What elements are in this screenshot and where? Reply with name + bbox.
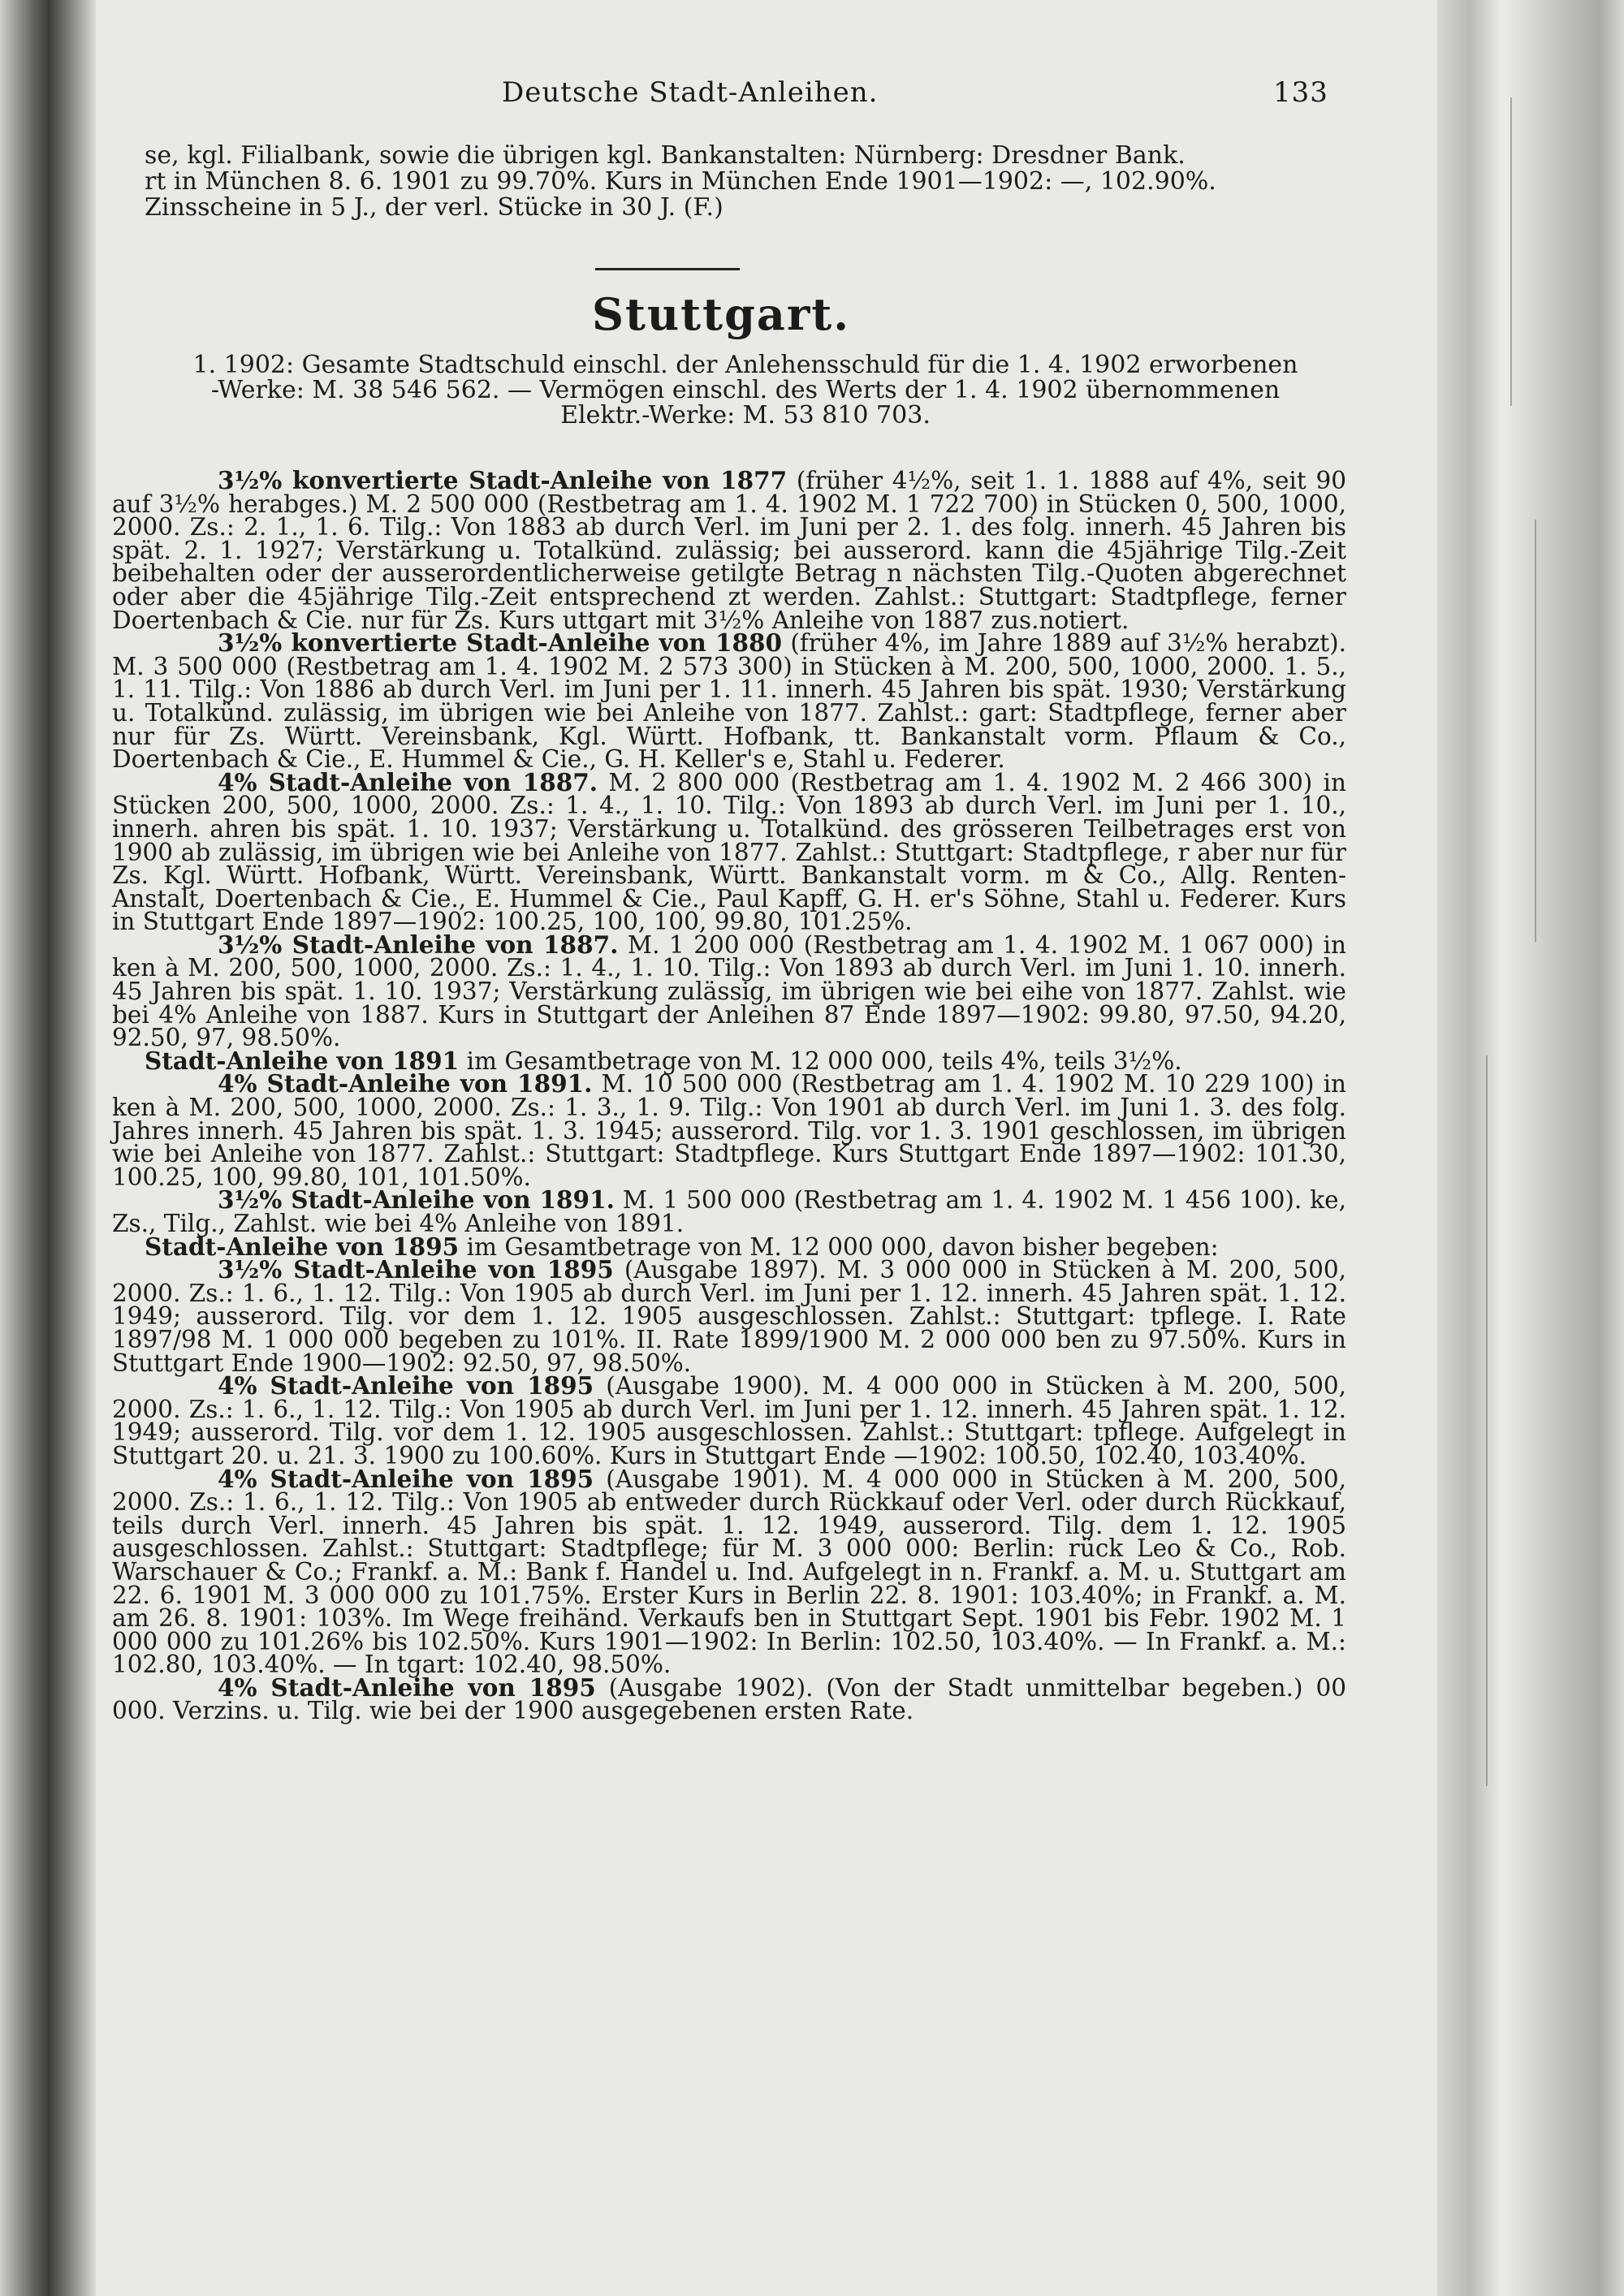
loan-entry [112, 1185, 1346, 1237]
loan-entry-title: 4% Stadt-Anleihe von 1887. [218, 767, 598, 796]
loan-entry-title: 4% Stadt-Anleihe von 1895 [218, 1672, 596, 1702]
summary-line: 1. 1902: Gesamte Stadtschuld einschl. der Anlehensschuld für die 1. 4. 1902 erworbenen [192, 351, 1298, 379]
page-number: 133 [1273, 76, 1328, 109]
loan-entry-title: 3½% Stadt-Anleihe von 1887. [218, 930, 619, 959]
loan-entry [112, 466, 1346, 634]
loan-entry [112, 1464, 1347, 1679]
previous-entry-line: Zinsscheine in 5 J., der verl. Stücke in 30 J. (F.) [145, 193, 723, 222]
loan-entries [112, 466, 1347, 1725]
loan-entry [112, 1069, 1346, 1191]
book-page-edge-right [1437, 0, 1624, 2296]
loan-entry [112, 1255, 1346, 1377]
loan-entry [112, 628, 1347, 774]
loan-entry [112, 767, 1346, 936]
summary-line: -Werke: M. 38 546 562. — Vermögen einschl. des Werts der 1. 4. 1902 übernommenen [210, 376, 1281, 404]
loan-entry-text: (Ausgabe 1902). (Von der Stadt unmittelbar begeben.) 00 000. Verzins. u. Tilg. wie bei der 1900 ausgegebenen ersten Rate. [112, 1673, 1346, 1725]
debt-summary [145, 352, 1346, 428]
previous-entry-continuation [96, 143, 1346, 221]
loan-entry-title: Stadt-Anleihe von 1895 [145, 1232, 460, 1261]
document-page [96, 0, 1437, 2296]
loan-entry-title: 4% Stadt-Anleihe von 1895 [218, 1464, 594, 1493]
loan-entry-text: (Ausgabe 1900). M. 4 000 000 in Stücken à M. 200, 500, 2000. Zs.: 1. 6., 1. 12. Tilg.: Von 1905 ab durch Verl. im Juni per 1. 12. innerh. 45 Jahren spät. 1. 12. 1949; ausserord. Tilg. vor dem 1. 12. 1905 ausgeschlossen. Zahlst.: Stuttgart: tpflege. Aufgelegt in Stuttgart 20. u. 21. 3. 1900 zu 100.60%. Kurs in Stuttgart Ende —1902: 100.50, 102.40, 103.40%. [112, 1372, 1347, 1470]
loan-entry-text: (früher 4%, im Jahre 1889 auf 3½% herabzt). M. 3 500 000 (Restbetrag am 1. 4. 1902 M. 2 573 300) in Stücken à M. 200, 500, 1000, 2000. 1. 5., 1. 11. Tilg.: Von 1886 ab durch Verl. im Juni per 1. 11. innerh. 45 Jahren bis spät. 1930; Verstärkung u. Totalkünd. zulässig, im übrigen wie bei Anleihe von 1877. Zahlst.: gart: Stadtpflege, ferner aber nur für Zs. Württ. Vereinsbank, Kgl. Württ. Hofbank, tt. Bankanstalt vorm. Pflaum & Co., Doertenbach & Cie., E. Hummel & Cie., G. H. Keller's e, Stahl u. Federer. [112, 629, 1347, 774]
loan-entry-text: im Gesamtbetrage von M. 12 000 000, davon bisher begeben: [459, 1232, 1219, 1261]
loan-entry [112, 1371, 1347, 1470]
loan-entry-title: 4% Stadt-Anleihe von 1895 [218, 1371, 594, 1400]
section-divider [595, 268, 740, 270]
loan-entry-text: M. 10 500 000 (Restbetrag am 1. 4. 1902 M. 10 229 100) in ken à M. 200, 500, 1000, 2000. Zs.: 1. 3., 1. 9. Tilg.: Von 1901 ab durch Verl. im Juni 1. 3. des folg. Jahres innerh. 45 Jahren bis spät. 1. 3. 1945; ausserord. Tilg. vor 1. 3. 1901 geschlossen, im übrigen wie bei Anleihe von 1877. Zahlst.: Stuttgart: Stadtpflege. Kurs Stuttgart Ende 1897—1902: 101.30, 100.25, 100, 99.80, 101, 101.50%. [112, 1070, 1346, 1191]
running-title: Deutsche Stadt-Anleihen. [502, 76, 879, 109]
previous-entry-line: se, kgl. Filialbank, sowie die übrigen kgl. Bankanstalten: Nürnberg: Dresdner Bank. [145, 141, 1186, 170]
city-heading: Stuttgart. [591, 288, 851, 340]
loan-entry-text: im Gesamtbetrage von M. 12 000 000, teils 4%, teils 3½%. [459, 1047, 1182, 1075]
loan-entry-text: (früher 4½%, seit 1. 1. 1888 auf 4%, seit 90 auf 3½% herabges.) M. 2 500 000 (Restbetrag am 1. 4. 1902 M. 1 722 700) in Stücken 0, 500, 1000, 2000. Zs.: 2. 1., 1. 6. Tilg.: Von 1883 ab durch Verl. im Juni per 2. 1. des folg. innerh. 45 Jahren bis spät. 2. 1. 1927; Verstärkung u. Totalkünd. zulässig; bei ausserord. kann die 45jährige Tilg.-Zeit beibehalten oder der ausserordentlicherweise getilgte Betrag n nächsten Tilg.-Quoten abgerechnet oder aber die 45jährige Tilg.-Zeit entsprechend zt werden. Zahlst.: Stuttgart: Stadtpflege, ferner Doertenbach & Cie. nur für Zs. Kurs uttgart mit 3½% Anleihe von 1887 zus.notiert. [112, 467, 1346, 634]
loan-entry-title: 3½% Stadt-Anleihe von 1891. [218, 1185, 615, 1215]
loan-entry-text: M. 2 800 000 (Restbetrag am 1. 4. 1902 M. 2 466 300) in Stücken 200, 500, 1000, 2000. Zs.: 1. 4., 1. 10. Tilg.: Von 1893 ab durch Verl. im Juni per 1. 10., innerh. ahren bis spät. 1. 10. 1937; Verstärkung u. Totalkünd. des grösseren Teilbetrages erst von 1900 ab zulässig, im übrigen wie bei Anleihe von 1877. Zahlst.: Stuttgart: Stadtpflege, r aber nur für Zs. Kgl. Württ. Hofbank, Württ. Vereinsbank, Württ. Bankanstalt vorm. m & Co., Allg. Renten-Anstalt, Doertenbach & Cie., E. Hummel & Cie., Paul Kapff, G. H. er's Söhne, Stahl u. Federer. Kurs in Stuttgart Ende 1897—1902: 100.25, 100, 100, 99.80, 101.25%. [112, 768, 1346, 936]
loan-entry [112, 1672, 1346, 1725]
loan-entry [112, 930, 1346, 1052]
loan-entry-text: (Ausgabe 1897). M. 3 000 000 in Stücken à M. 200, 500, 2000. Zs.: 1. 6., 1. 12. Tilg.: Von 1905 ab durch Verl. im Juni per 1. 12. innerh. 45 Jahren spät. 1. 12. 1949; ausserord. Tilg. vor dem 1. 12. 1905 ausgeschlossen. Zahlst.: Stuttgart: tpflege. I. Rate 1897/98 M. 1 000 000 begeben zu 101%. II. Rate 1899/1900 M. 2 000 000 ben zu 97.50%. Kurs in Stuttgart Ende 1900—1902: 92.50, 97, 98.50%. [112, 1256, 1346, 1377]
loan-entry-text: M. 1 200 000 (Restbetrag am 1. 4. 1902 M. 1 067 000) in ken à M. 200, 500, 1000, 2000. Zs.: 1. 4., 1. 10. Tilg.: Von 1893 ab durch Verl. im Juni 1. 10. innerh. 45 Jahren bis spät. 1. 10. 1937; Verstärkung zulässig, im übrigen wie bei eihe von 1877. Zahlst. wie bei 4% Anleihe von 1887. Kurs in Stuttgart der Anleihen 87 Ende 1897—1902: 99.80, 97.50, 94.20, 92.50, 97, 98.50%. [112, 930, 1346, 1052]
previous-entry-line: rt in München 8. 6. 1901 zu 99.70%. Kurs in München Ende 1901—1902: —, 102.90%. [145, 167, 1216, 196]
loan-entry-text: (Ausgabe 1901). M. 4 000 000 in Stücken à M. 200, 500, 2000. Zs.: 1. 6., 1. 12. Tilg.: Von 1905 ab entweder durch Rückkauf oder Verl. oder durch Rückkauf, teils durch Verl. innerh. 45 Jahren bis spät. 1. 12. 1949, ausserord. Tilg. dem 1. 12. 1905 ausgeschlossen. Zahlst.: Stuttgart: Stadtpflege; für M. 3 000 000: Berlin: rück Leo & Co., Rob. Warschauer & Co.; Frankf. a. M.: Bank f. Handel u. Ind. Aufgelegt in n. Frankf. a. M. u. Stuttgart am 22. 6. 1901 M. 3 000 000 zu 101.75%. Erster Kurs in Berlin 22. 8. 1901: 103.40%; in Frankf. a. M. am 26. 8. 1901: 103%. Im Wege freihänd. Verkaufs ben in Stuttgart Sept. 1901 bis Febr. 1902 M. 1 000 000 zu 101.26% bis 102.50%. Kurs 1901—1902: In Berlin: 102.50, 103.40%. — In Frankf. a. M.: 102.80, 103.40%. — In tgart: 102.40, 98.50%. [112, 1465, 1347, 1679]
loan-entry-title: 4% Stadt-Anleihe von 1891. [218, 1069, 593, 1098]
loan-entry-title: 3½% Stadt-Anleihe von 1895 [218, 1255, 614, 1284]
summary-line: Elektr.-Werke: M. 53 810 703. [560, 401, 931, 429]
loan-entry-title: 3½% konvertierte Stadt-Anleihe von 1880 [218, 628, 783, 658]
loan-entry-title: 3½% konvertierte Stadt-Anleihe von 1877 [218, 466, 788, 494]
loan-entry-title: Stadt-Anleihe von 1891 [145, 1046, 460, 1075]
loan-entry-text: M. 1 500 000 (Restbetrag am 1. 4. 1902 M. 1 456 100). ke, Zs., Tilg., Zahlst. wie bei 4% Anleihe von 1891. [112, 1186, 1346, 1237]
book-gutter-left [0, 0, 96, 2296]
